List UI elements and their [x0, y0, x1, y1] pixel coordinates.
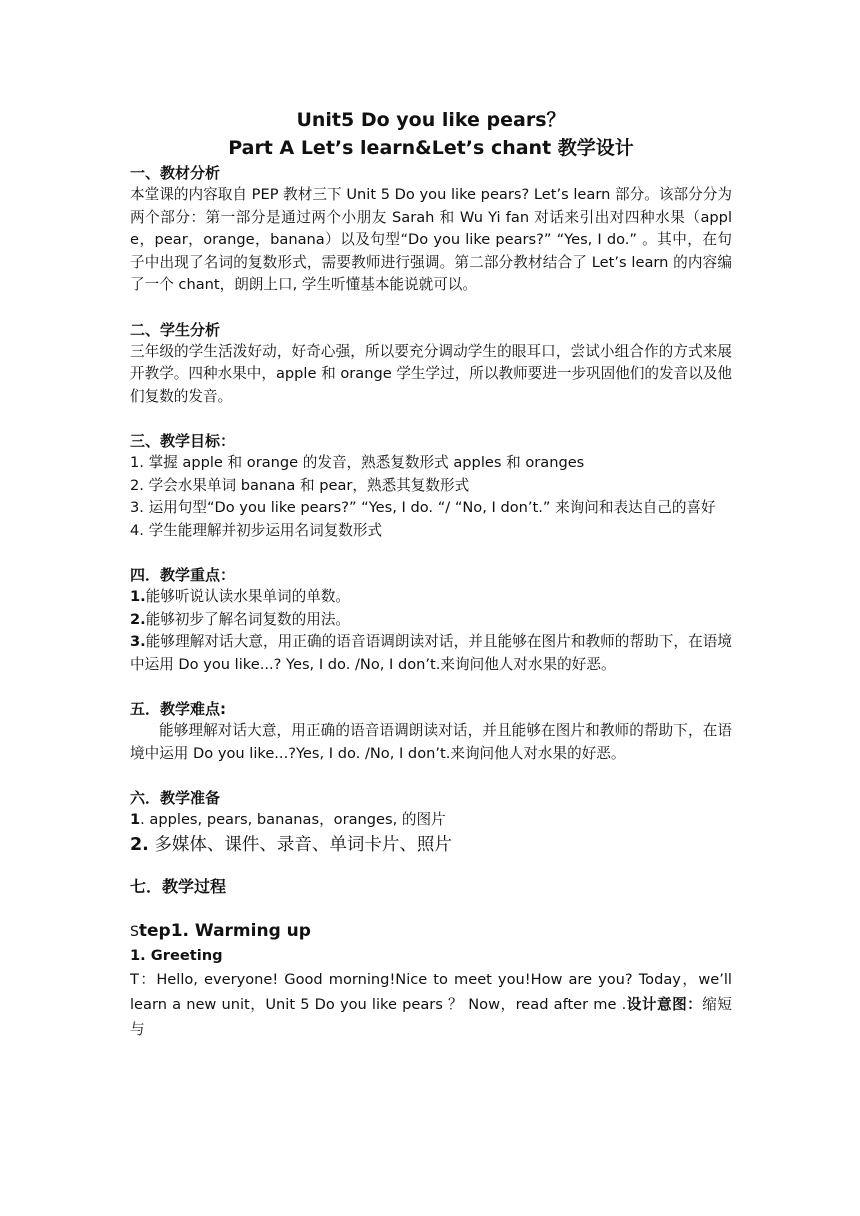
- key-point-2: [130, 609, 732, 632]
- prep-item-1-num: 1: [130, 811, 141, 828]
- section2-heading: 二、学生分析: [130, 320, 221, 339]
- section1-body: 本堂课的内容取自 PEP 教材三下 Unit 5 Do you like pears? Let’s learn 部分。该部分分为两个部分：第一部分是通过两个小朋友 Sarah 和 Wu Yi fan 对话来引出对四种水果（apple，pear，orange，banana）以及句型“Do you like pears?” “Yes, I do.” 。其中，在句子中出现了名词的复数形式，需要教师进行强调。第二部分教材结合了 Let’s learn 的内容编了一个 chant，朗朗上口, 学生听懂基本能说就可以。: [130, 186, 732, 293]
- goal-item-2: 2. 学会水果单词 banana 和 pear，熟悉其复数形式: [130, 476, 470, 494]
- goal-item-4: 4. 学生能理解并初步运用名词复数形式: [130, 521, 383, 539]
- goal-item-3: 3. 运用句型“Do you like pears?” “Yes, I do. “/ “No, I don’t.” 来询问和表达自己的喜好: [130, 499, 716, 516]
- section1-heading: 一、教材分析: [130, 164, 221, 182]
- design-intent-label: 设计意图：: [626, 995, 703, 1013]
- key-point-1: [130, 586, 732, 609]
- key-point-2-text: 能够初步了解名词复数的用法。: [145, 610, 351, 628]
- step1-heading: [130, 918, 732, 945]
- greeting-body-text: T：Hello, everyone! Good morning!Nice to meet you!How are you? Today，we’ll learn a new unit，Unit 5 Do you like pears ？ Now，read after me .: [130, 970, 732, 1013]
- step1-heading-text: tep1. Warming up: [138, 920, 311, 941]
- prep-item-1: [130, 809, 732, 832]
- section4-heading: 四．教学重点：: [130, 566, 236, 584]
- step1-s-letter: S: [130, 923, 139, 940]
- document-page: [130, 106, 732, 1042]
- prep-item-2: [130, 832, 732, 858]
- key-point-1-text: 能够听说认读水果单词的单数。: [145, 588, 351, 605]
- key-point-3: [130, 631, 732, 676]
- key-point-2-num: 2.: [130, 610, 146, 628]
- section3-heading: 三、教学目标：: [130, 432, 236, 450]
- prep-item-1-text: . apples, pears, bananas，oranges, 的图片: [140, 811, 446, 828]
- prep-item-2-text: 多媒体、课件、录音、单词卡片、照片: [148, 834, 452, 855]
- key-point-1-num: 1.: [130, 588, 146, 605]
- greeting-body: [130, 967, 732, 1042]
- key-point-3-text: 能够理解对话大意，用正确的语音语调朗读对话，并且能够在图片和教师的帮助下，在语境中运用 Do you like...? Yes, I do. /No, I don’t.来询问他人对水果的好恶。: [130, 633, 732, 673]
- key-point-3-num: 3.: [130, 633, 146, 650]
- section5-heading: 五．教学难点:: [130, 700, 226, 718]
- doc-title-line2: Part A Let’s learn&Let’s chant 教学设计: [228, 137, 634, 159]
- greeting-heading: 1. Greeting: [130, 946, 223, 964]
- goal-item-1: 1. 掌握 apple 和 orange 的发音，熟悉复数形式 apples 和 oranges: [130, 454, 585, 471]
- section2-body: 三年级的学生活泼好动，好奇心强，所以要充分调动学生的眼耳口，尝试小组合作的方式来展开教学。四种水果中，apple 和 orange 学生学过，所以教师要进一步巩固他们的发音以及他们复数的发音。: [130, 342, 732, 405]
- section5-body: 能够理解对话大意，用正确的语音语调朗读对话，并且能够在图片和教师的帮助下，在语境中运用 Do you like...?Yes, I do. /No, I don’t.来询问他人对水果的好恶。: [130, 722, 732, 762]
- section7-heading: 七．教学过程: [130, 876, 227, 896]
- prep-item-2-num: 2.: [130, 834, 149, 855]
- greeting-body-tail: 缩短与: [130, 995, 732, 1038]
- doc-title-line1: Unit5 Do you like pears？: [296, 109, 566, 131]
- section6-heading: 六．教学准备: [130, 789, 221, 807]
